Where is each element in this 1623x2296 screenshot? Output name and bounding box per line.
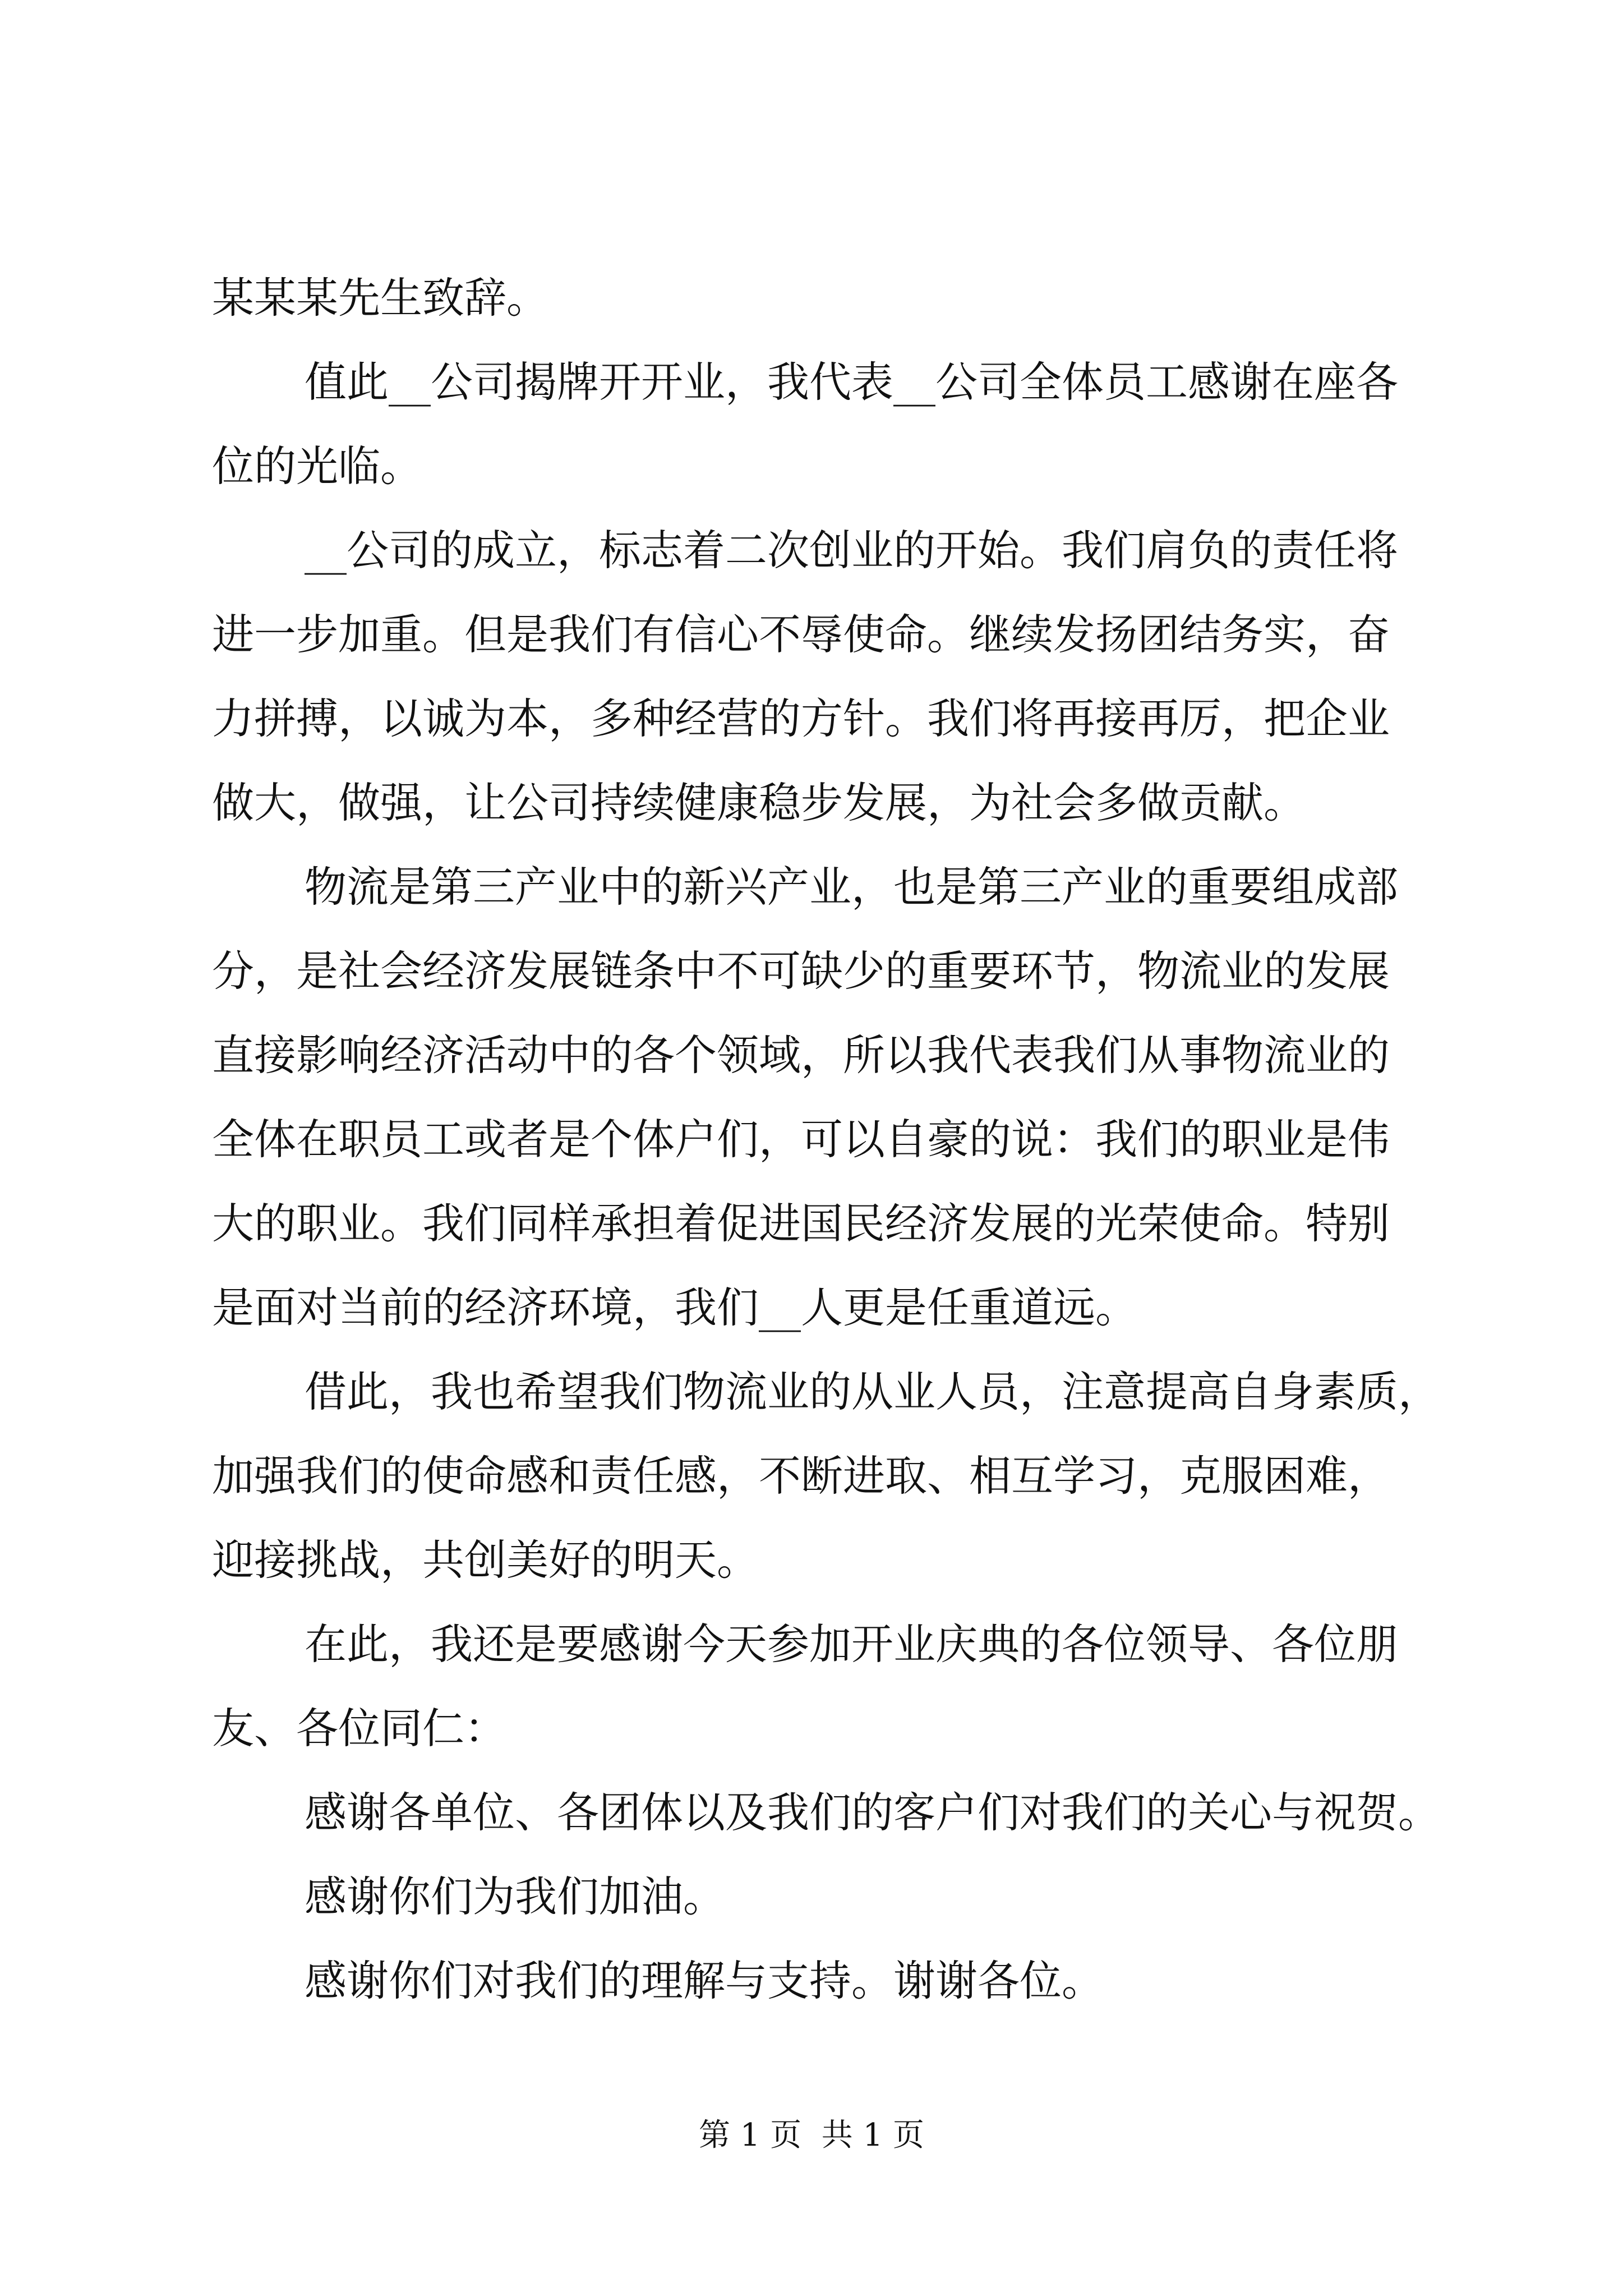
text-line: 在此，我还是要感谢今天参加开业庆典的各位领导、各位朋 <box>305 1619 1399 1669</box>
text-line: 位的光临。 <box>212 441 423 491</box>
text-line: __公司的成立，标志着二次创业的开始。我们肩负的责任将 <box>305 526 1399 575</box>
text-line: 迎接挑战，共创美好的明天。 <box>212 1535 759 1585</box>
text-line: 感谢你们为我们加油。 <box>305 1872 726 1921</box>
page-footer: 第 1 页 共 1 页 <box>698 2117 925 2154</box>
text-line: 直接影响经济活动中的各个领域，所以我代表我们从事物流业的 <box>212 1030 1390 1080</box>
text-line: 某某某先生致辞。 <box>212 273 549 323</box>
text-line: 感谢各单位、各团体以及我们的客户们对我们的关心与祝贺。 <box>305 1788 1441 1837</box>
text-line: 是面对当前的经济环境，我们__人更是任重道远。 <box>212 1283 1138 1332</box>
text-line: 借此，我也希望我们物流业的从业人员，注意提高自身素质， <box>305 1367 1441 1416</box>
text-line: 进一步加重。但是我们有信心不辱使命。继续发扬团结务实，奋 <box>212 610 1390 659</box>
text-line: 分，是社会经济发展链条中不可缺少的重要环节，物流业的发展 <box>212 946 1390 996</box>
text-line: 做大，做强，让公司持续健康稳步发展，为社会多做贡献。 <box>212 778 1306 827</box>
document-body <box>212 256 1441 2023</box>
text-line: 感谢你们对我们的理解与支持。谢谢各位。 <box>305 1956 1104 2005</box>
text-line: 大的职业。我们同样承担着促进国民经济发展的光荣使命。特别 <box>212 1199 1390 1248</box>
text-line: 物流是第三产业中的新兴产业，也是第三产业的重要组成部 <box>305 862 1399 912</box>
text-line: 友、各位同仁： <box>212 1704 507 1753</box>
text-line: 值此__公司揭牌开开业，我代表__公司全体员工感谢在座各 <box>305 357 1399 407</box>
text-line: 加强我们的使命感和责任感，不断进取、相互学习，克服困难， <box>212 1451 1390 1501</box>
text-line: 全体在职员工或者是个体户们，可以自豪的说：我们的职业是伟 <box>212 1115 1390 1164</box>
text-line: 力拼搏，以诚为本，多种经营的方针。我们将再接再厉，把企业 <box>212 694 1390 743</box>
